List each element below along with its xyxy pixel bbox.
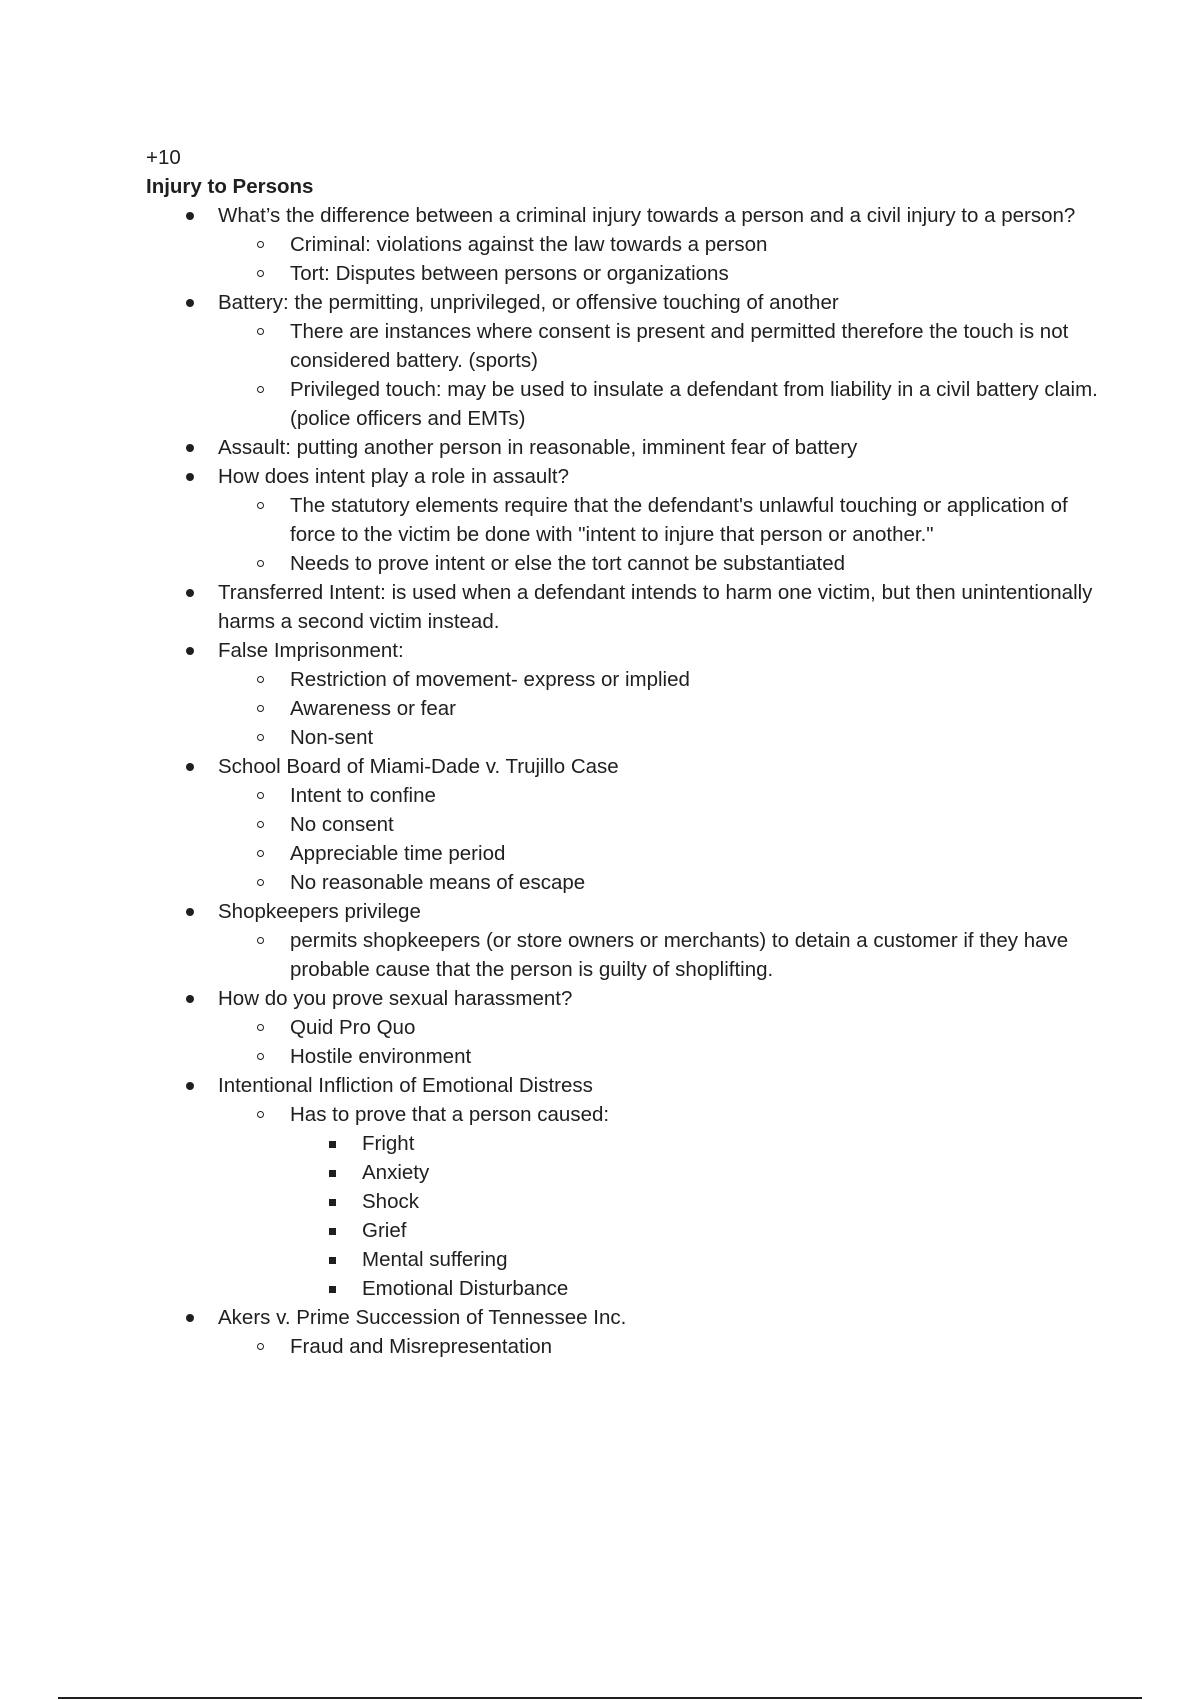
sub-list-item: [218, 1013, 1106, 1042]
list-item-text: Assault: putting another person in reasonable, imminent fear of battery: [218, 436, 858, 459]
list-item-text: Transferred Intent: is used when a defendant intends to harm one victim, but then unintentionally harms a second victim instead.: [218, 581, 1093, 633]
sub-list-item-text: permits shopkeepers (or store owners or merchants) to detain a customer if they have probable cause that the person is guilty of shoplifting.: [290, 929, 1069, 981]
list-item: [146, 433, 1106, 462]
nested-list-item-text: Shock: [362, 1190, 419, 1213]
sub-list-item-text: Quid Pro Quo: [290, 1016, 416, 1039]
sub-list-item-text: Hostile environment: [290, 1045, 472, 1068]
sub-list-item-text: There are instances where consent is present and permitted therefore the touch is not considered battery. (sports): [290, 320, 1069, 372]
list-item: [146, 288, 1106, 433]
sub-list-item: [218, 926, 1106, 984]
sub-list-item: [218, 317, 1106, 375]
list-item-text: School Board of Miami-Dade v. Trujillo Case: [218, 755, 619, 778]
nested-list-item: [290, 1216, 1106, 1245]
list-item: [146, 462, 1106, 578]
sub-list-item: [218, 781, 1106, 810]
list-item: [146, 1303, 1106, 1361]
sub-list: [218, 665, 1106, 752]
sub-list: [218, 1013, 1106, 1071]
sub-list: [218, 317, 1106, 433]
nested-list-item-text: Fright: [362, 1132, 415, 1155]
list-item: [146, 752, 1106, 897]
nested-list-item-text: Mental suffering: [362, 1248, 508, 1271]
sub-list-item: [218, 665, 1106, 694]
sub-list-item: [218, 868, 1106, 897]
sub-list-item-text: No reasonable means of escape: [290, 871, 586, 894]
list-item: [146, 578, 1106, 636]
nested-list-item-text: Anxiety: [362, 1161, 430, 1184]
nested-sub-list: [290, 1129, 1106, 1303]
list-item-text: Shopkeepers privilege: [218, 900, 421, 923]
list-item: [146, 1071, 1106, 1303]
nested-list-item: [290, 1245, 1106, 1274]
sub-list-item: [218, 839, 1106, 868]
list-item-text: Akers v. Prime Succession of Tennessee Inc.: [218, 1306, 627, 1329]
list-item-text: Battery: the permitting, unprivileged, or offensive touching of another: [218, 291, 839, 314]
sub-list-item: [218, 1100, 1106, 1303]
list-item-text: Intentional Infliction of Emotional Distress: [218, 1074, 593, 1097]
sub-list-item: [218, 549, 1106, 578]
list-item-text: How do you prove sexual harassment?: [218, 987, 573, 1010]
sub-list: [218, 926, 1106, 984]
list-item: [146, 201, 1106, 288]
list-item: [146, 984, 1106, 1071]
list-item: [146, 636, 1106, 752]
page-bottom-divider: [58, 1697, 1142, 1699]
sub-list-item: [218, 810, 1106, 839]
sub-list-item-text: Intent to confine: [290, 784, 436, 807]
sub-list-item-text: Needs to prove intent or else the tort cannot be substantiated: [290, 552, 845, 575]
notes-list: [146, 201, 1106, 1361]
sub-list-item-text: Criminal: violations against the law towards a person: [290, 233, 768, 256]
nested-list-item-text: Emotional Disturbance: [362, 1277, 569, 1300]
sub-list-item-text: Appreciable time period: [290, 842, 506, 865]
list-item-text: False Imprisonment:: [218, 639, 404, 662]
sub-list: [218, 1332, 1106, 1361]
list-item-text: How does intent play a role in assault?: [218, 465, 569, 488]
page-title: Injury to Persons: [146, 175, 314, 198]
sub-list-item: [218, 723, 1106, 752]
list-item-text: What’s the difference between a criminal injury towards a person and a civil injury to a person?: [218, 204, 1076, 227]
sub-list-item-text: Privileged touch: may be used to insulate a defendant from liability in a civil battery claim. (police officers and EMTs): [290, 378, 1098, 430]
sub-list: [218, 491, 1106, 578]
sub-list: [218, 230, 1106, 288]
sub-list-item-text: No consent: [290, 813, 394, 836]
sub-list-item: [218, 1332, 1106, 1361]
sub-list-item: [218, 491, 1106, 549]
sub-list-item: [218, 375, 1106, 433]
sub-list: [218, 781, 1106, 897]
sub-list-item: [218, 259, 1106, 288]
list-item: [146, 897, 1106, 984]
nested-list-item: [290, 1158, 1106, 1187]
nested-list-item: [290, 1274, 1106, 1303]
sub-list-item-text: Non-sent: [290, 726, 374, 749]
sub-list-item-text: Tort: Disputes between persons or organizations: [290, 262, 729, 285]
nested-list-item-text: Grief: [362, 1219, 407, 1242]
nested-list-item: [290, 1129, 1106, 1158]
sub-list-item: [218, 1042, 1106, 1071]
score-label: +10: [146, 146, 181, 169]
nested-list-item: [290, 1187, 1106, 1216]
document-page: [146, 143, 1106, 1361]
sub-list-item-text: The statutory elements require that the defendant's unlawful touching or application of force to the victim be done with "intent to injure that person or another.": [290, 494, 1068, 546]
sub-list-item-text: Has to prove that a person caused:: [290, 1103, 610, 1126]
sub-list-item-text: Awareness or fear: [290, 697, 456, 720]
sub-list: [218, 1100, 1106, 1303]
sub-list-item: [218, 230, 1106, 259]
sub-list-item-text: Fraud and Misrepresentation: [290, 1335, 553, 1358]
sub-list-item: [218, 694, 1106, 723]
sub-list-item-text: Restriction of movement- express or implied: [290, 668, 690, 691]
